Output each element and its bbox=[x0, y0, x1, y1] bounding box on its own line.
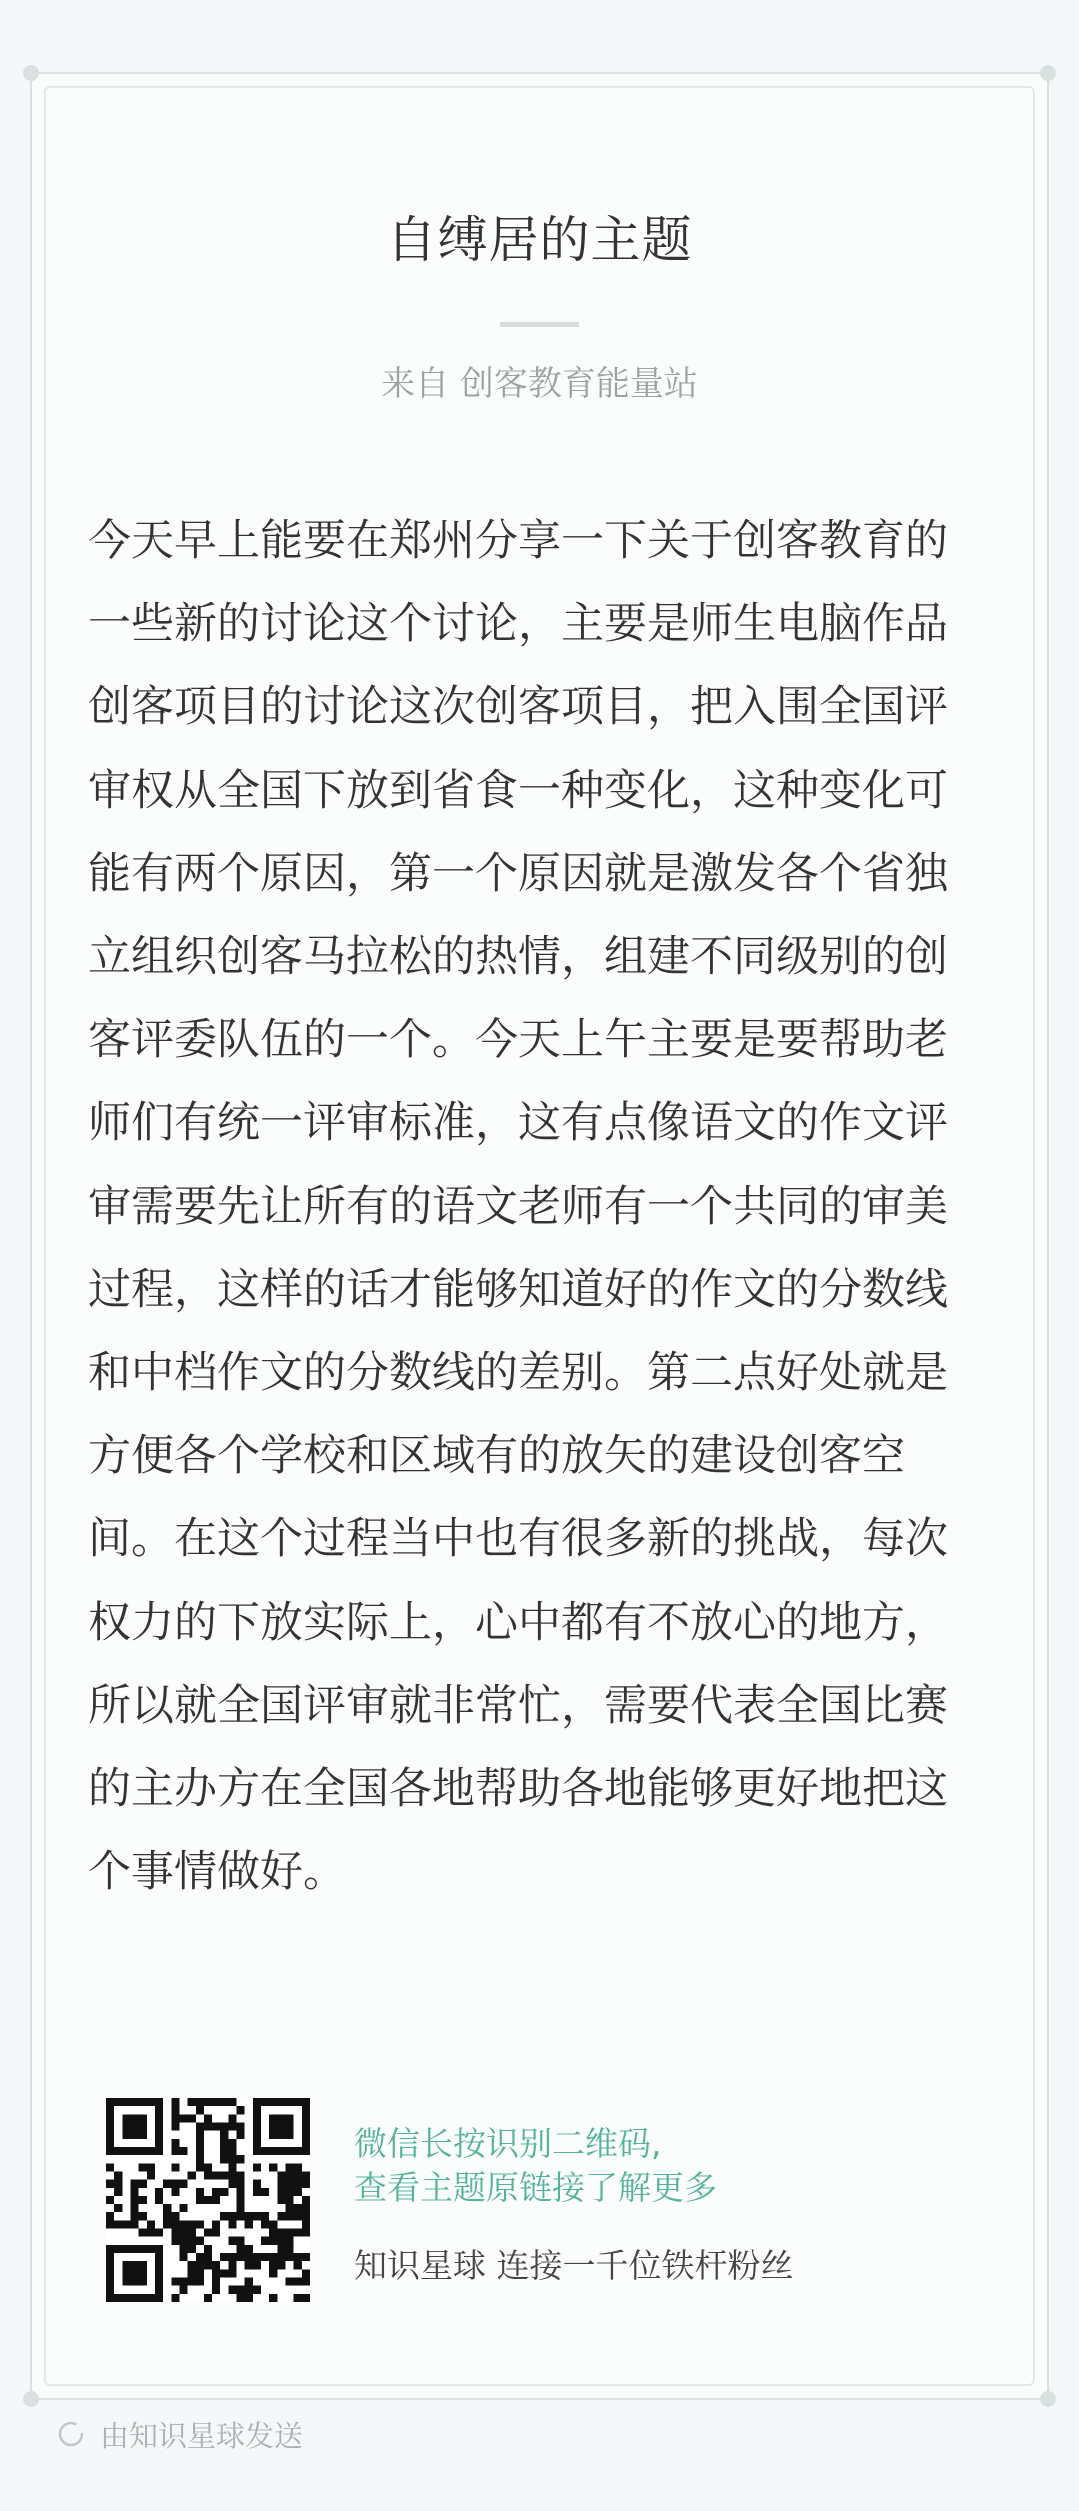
qr-hint-line-2: 查看主题原链接了解更多 bbox=[354, 2168, 717, 2207]
post-title: 自缚居的主题 bbox=[386, 211, 693, 269]
qr-hint-line-1: 微信长按识别二维码, bbox=[354, 2124, 662, 2163]
footer bbox=[56, 2412, 303, 2456]
title-divider bbox=[500, 322, 579, 327]
corner-ornament bbox=[23, 2391, 39, 2407]
post-source: 来自 创客教育能量站 bbox=[381, 364, 698, 404]
corner-ornament bbox=[1040, 2391, 1056, 2407]
post-body: 今天早上能要在郑州分享一下关于创客教育的一些新的讨论这个讨论，主要是师生电脑作品创客项目的讨论这次创客项目，把入围全国评审权从全国下放到省食一种变化，这种变化可能有两个原因，第一个原因就是激发各个省独立组织创客马拉松的热情，组建不同级别的创客评委队伍的一个。今天上午主要是要帮助老师们有统一评审标准，这有点像语文的作文评审需要先让所有的语文老师有一个共同的审美过程，这样的话才能够知道好的作文的分数线和中档作文的分数线的差别。第二点好处就是方便各个学校和区域有的放矢的建设创客空间。在这个过程当中也有很多新的挑战，每次权力的下放实际上，心中都有不放心的地方，所以就全国评审就非常忙，需要代表全国比赛的主办方在全国各地帮助各地能够更好地把这个事情做好。 bbox=[88, 516, 948, 1898]
corner-ornament bbox=[23, 65, 39, 81]
loading-ring-icon bbox=[56, 2419, 86, 2449]
corner-ornament bbox=[1040, 65, 1056, 81]
footer-label: 由知识星球发送 bbox=[100, 2418, 304, 2453]
planet-tagline: 知识星球 连接一千位铁杆粉丝 bbox=[354, 2246, 794, 2285]
qr-code[interactable] bbox=[106, 2098, 310, 2302]
